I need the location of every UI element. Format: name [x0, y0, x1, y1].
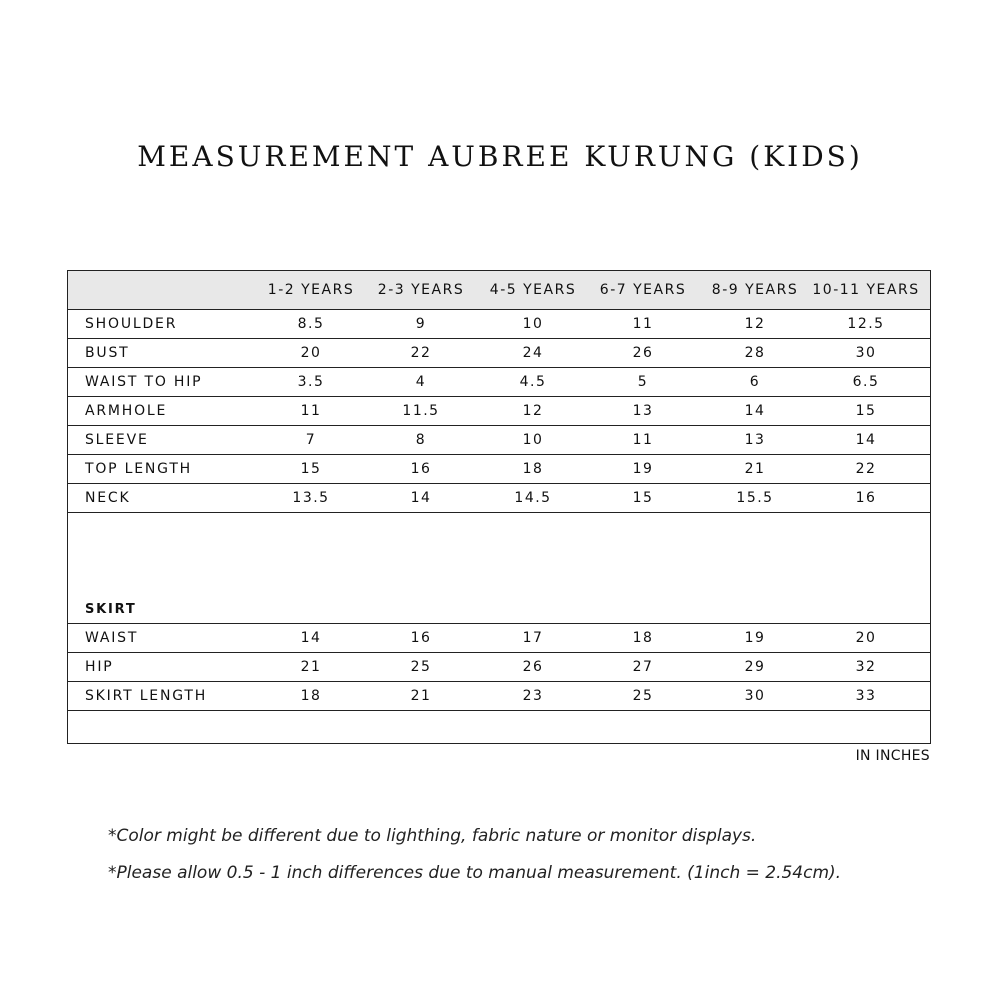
table-cell: 17 [522, 630, 544, 646]
table-cell: 11.5 [402, 403, 440, 419]
table-cell: 15 [300, 461, 322, 477]
table-cell: 14 [300, 630, 322, 646]
table-row [68, 310, 930, 339]
table-row [68, 624, 930, 653]
table-cell: 28 [744, 345, 766, 361]
table-cell: 8.5 [297, 316, 325, 332]
table-cell: 13 [632, 403, 654, 419]
table-cell: 33 [855, 688, 877, 704]
table-cell: 18 [632, 630, 654, 646]
column-header: 8-9 YEARS [711, 282, 799, 298]
row-label: WAIST TO HIP [85, 374, 203, 390]
table-cell: 21 [410, 688, 432, 704]
table-row [68, 368, 930, 397]
table-cell: 16 [855, 490, 877, 506]
table-cell: 26 [632, 345, 654, 361]
table-cell: 13.5 [292, 490, 330, 506]
table-cell: 4.5 [519, 374, 547, 390]
unit-note: IN INCHES [855, 748, 930, 764]
table-cell: 23 [522, 688, 544, 704]
color-disclaimer: *Color might be different due to lighthing, fabric nature or monitor displays. [108, 826, 757, 846]
table-cell: 5 [637, 374, 649, 390]
table-cell: 20 [855, 630, 877, 646]
table-cell: 25 [410, 659, 432, 675]
column-header: 1-2 YEARS [267, 282, 355, 298]
table-row [68, 426, 930, 455]
table-cell: 4 [415, 374, 427, 390]
table-cell: 14 [855, 432, 877, 448]
table-row [68, 455, 930, 484]
row-label: NECK [85, 490, 131, 506]
table-row [68, 682, 930, 711]
table-cell: 27 [632, 659, 654, 675]
table-cell: 6 [749, 374, 761, 390]
table-cell: 22 [410, 345, 432, 361]
table-cell: 12.5 [847, 316, 885, 332]
table-cell: 14 [410, 490, 432, 506]
measurement-disclaimer: *Please allow 0.5 - 1 inch differences due to manual measurement. (1inch = 2.54cm). [108, 863, 842, 883]
column-header: 4-5 YEARS [489, 282, 577, 298]
table-cell: 15 [855, 403, 877, 419]
table-cell: 30 [855, 345, 877, 361]
table-cell: 30 [744, 688, 766, 704]
table-row [68, 339, 930, 368]
table-cell: 13 [744, 432, 766, 448]
table-cell: 16 [410, 461, 432, 477]
skirt-section-header [68, 513, 930, 624]
table-cell: 8 [415, 432, 427, 448]
table-cell: 19 [632, 461, 654, 477]
table-cell: 10 [522, 316, 544, 332]
row-label: HIP [85, 659, 114, 675]
table-cell: 11 [632, 432, 654, 448]
row-label: WAIST [85, 630, 139, 646]
table-cell: 18 [522, 461, 544, 477]
table-cell: 24 [522, 345, 544, 361]
table-cell: 7 [305, 432, 317, 448]
table-cell: 12 [744, 316, 766, 332]
page-title: MEASUREMENT AUBREE KURUNG (KIDS) [137, 140, 863, 173]
table-cell: 11 [300, 403, 322, 419]
table-row [68, 653, 930, 682]
table-cell: 12 [522, 403, 544, 419]
table-cell: 25 [632, 688, 654, 704]
table-cell: 20 [300, 345, 322, 361]
section-label-skirt: SKIRT [85, 602, 137, 617]
table-cell: 15.5 [736, 490, 774, 506]
table-cell: 21 [300, 659, 322, 675]
column-header: 10-11 YEARS [812, 282, 920, 298]
table-cell: 14 [744, 403, 766, 419]
table-cell: 9 [415, 316, 427, 332]
table-cell: 10 [522, 432, 544, 448]
table-cell: 26 [522, 659, 544, 675]
table-cell: 16 [410, 630, 432, 646]
row-label: TOP LENGTH [85, 461, 193, 477]
column-header: 2-3 YEARS [377, 282, 465, 298]
table-cell: 6.5 [852, 374, 880, 390]
table-row [68, 484, 930, 513]
row-label: ARMHOLE [85, 403, 168, 419]
table-cell: 18 [300, 688, 322, 704]
measurement-table [67, 270, 931, 744]
table-cell: 29 [744, 659, 766, 675]
column-header: 6-7 YEARS [599, 282, 687, 298]
table-cell: 22 [855, 461, 877, 477]
table-row [68, 397, 930, 426]
row-label: BUST [85, 345, 130, 361]
row-label: SHOULDER [85, 316, 178, 332]
table-cell: 19 [744, 630, 766, 646]
table-cell: 32 [855, 659, 877, 675]
row-label: SKIRT LENGTH [85, 688, 208, 704]
table-header-row [68, 271, 930, 310]
row-label: SLEEVE [85, 432, 149, 448]
table-cell: 15 [632, 490, 654, 506]
table-cell: 21 [744, 461, 766, 477]
table-cell: 14.5 [514, 490, 552, 506]
table-cell: 11 [632, 316, 654, 332]
table-cell: 3.5 [297, 374, 325, 390]
